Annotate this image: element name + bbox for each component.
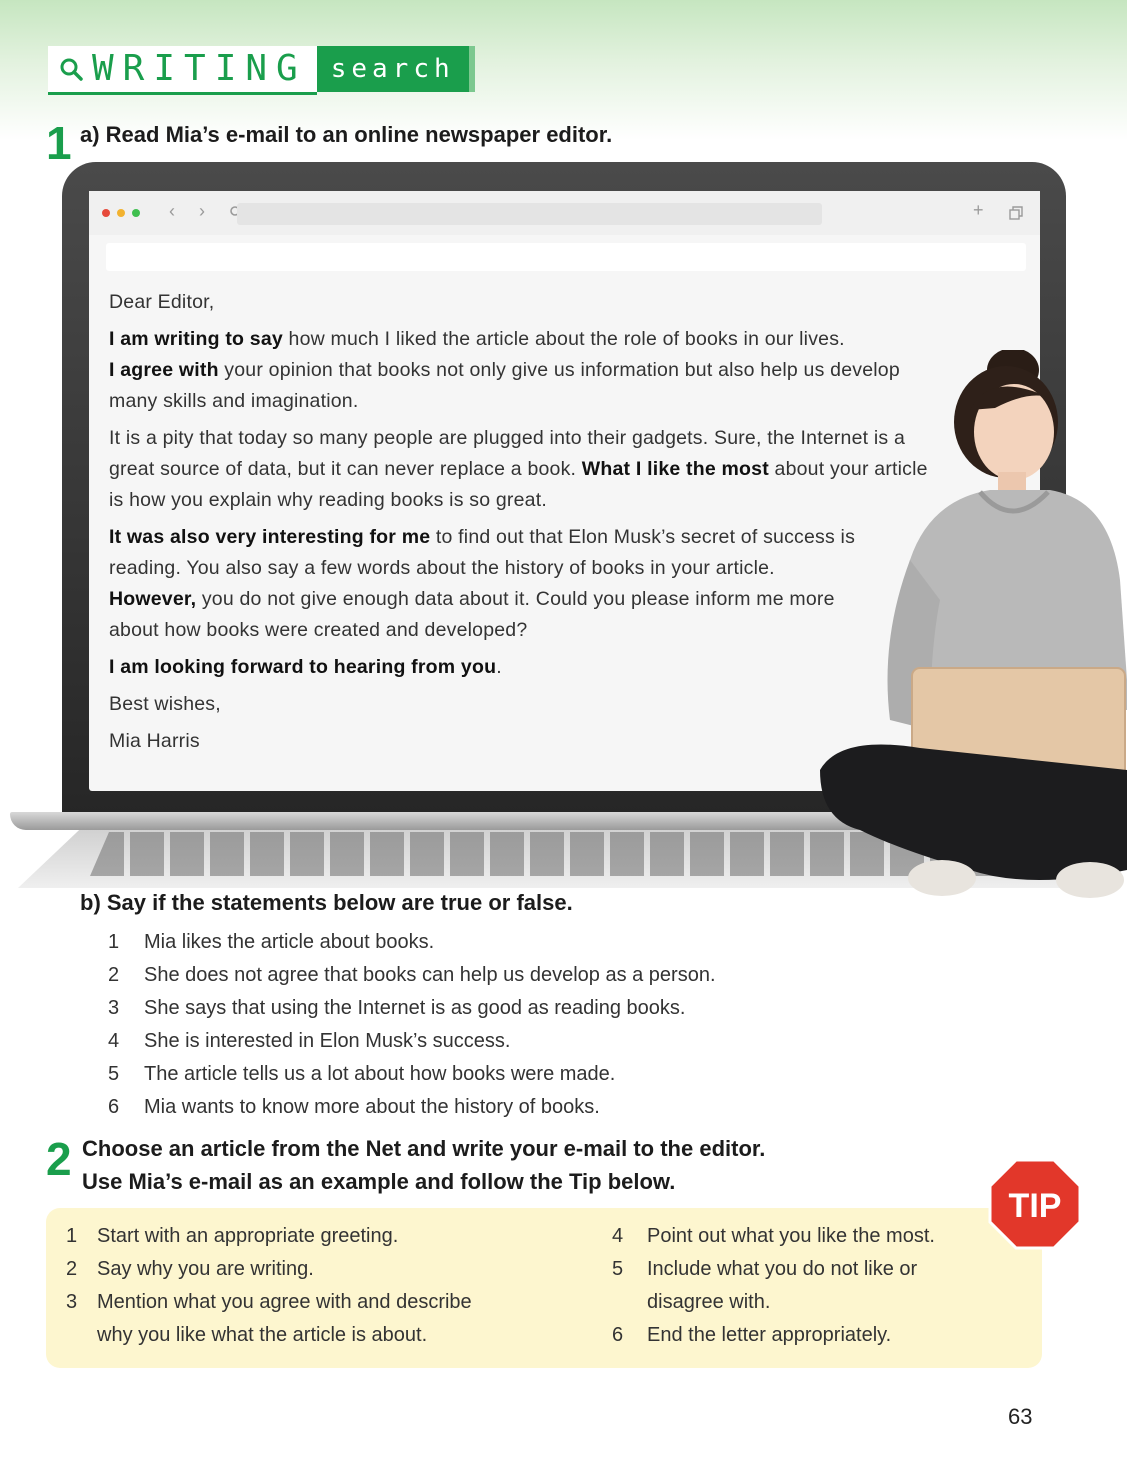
tip-item bbox=[66, 1286, 472, 1319]
exercise-number-2: 2 bbox=[46, 1133, 72, 1185]
item-number: 4 bbox=[612, 1225, 624, 1247]
list-item bbox=[108, 1091, 868, 1124]
minimize-dot-icon bbox=[117, 209, 125, 217]
section-title-box bbox=[48, 46, 317, 95]
forward-icon: › bbox=[199, 201, 205, 221]
page-number: 63 bbox=[1008, 1404, 1033, 1429]
item-text: Point out what you like the most. bbox=[647, 1225, 935, 1247]
text: It is a pity that today so many people are plugged into their gadgets. Sure, the Internet is a great source of data, but it can never replace a book. bbox=[109, 427, 906, 480]
item-number: 3 bbox=[108, 997, 120, 1019]
phrase: However, bbox=[109, 588, 197, 610]
item-text: why you like what the article is about. bbox=[97, 1324, 428, 1346]
item-number: 6 bbox=[612, 1324, 624, 1346]
item-number: 4 bbox=[108, 1030, 120, 1052]
item-number: 2 bbox=[66, 1258, 78, 1280]
item-text: Mia likes the article about books. bbox=[144, 931, 435, 953]
item-number bbox=[66, 1319, 97, 1352]
item-number bbox=[612, 1286, 647, 1319]
email-paragraph-3 bbox=[109, 522, 884, 646]
item-text: Say why you are writing. bbox=[97, 1258, 314, 1280]
item-number: 6 bbox=[108, 1096, 120, 1118]
item-text: The article tells us a lot about how books were made. bbox=[144, 1063, 616, 1085]
item-number: 3 bbox=[66, 1291, 78, 1313]
item-text: disagree with. bbox=[647, 1291, 771, 1313]
text: you do not give enough data about it. Could you please inform me more about how books were created and developed? bbox=[109, 588, 835, 641]
tip-item bbox=[66, 1253, 314, 1286]
email-body bbox=[109, 287, 929, 763]
list-item bbox=[108, 1025, 868, 1058]
email-closing-line bbox=[109, 652, 929, 683]
back-icon: ‹ bbox=[169, 201, 175, 221]
item-text: She is interested in Elon Musk’s success. bbox=[144, 1030, 511, 1052]
email-greeting: Dear Editor, bbox=[109, 291, 215, 313]
phrase: It was also very interesting for me bbox=[109, 526, 431, 548]
new-tab-icon: + bbox=[973, 200, 984, 220]
maximize-dot-icon bbox=[132, 209, 140, 217]
item-text: End the letter appropriately. bbox=[647, 1324, 892, 1346]
phrase: I am writing to say bbox=[109, 328, 283, 350]
item-text: Mention what you agree with and describe bbox=[97, 1291, 472, 1313]
tip-item bbox=[66, 1220, 398, 1253]
email-signoff: Best wishes, bbox=[109, 693, 221, 715]
tip-item bbox=[612, 1286, 770, 1319]
tip-item bbox=[66, 1319, 427, 1352]
item-number: 5 bbox=[612, 1258, 624, 1280]
tip-item bbox=[612, 1319, 891, 1352]
tip-item bbox=[612, 1253, 917, 1286]
item-number: 1 bbox=[108, 931, 120, 953]
item-number: 2 bbox=[108, 964, 120, 986]
exercise-1b-instruction: b) Say if the statements below are true or false. bbox=[80, 890, 573, 915]
exercise-2-instruction-line-1: Choose an article from the Net and write your e-mail to the editor. bbox=[82, 1136, 766, 1161]
text: . bbox=[496, 656, 502, 678]
browser-toolbar bbox=[89, 191, 1040, 235]
item-text: She does not agree that books can help us develop as a person. bbox=[144, 964, 716, 986]
tip-badge-label: TIP bbox=[1008, 1187, 1062, 1225]
phrase: I am looking forward to hearing from you bbox=[109, 656, 497, 678]
email-paragraph-2 bbox=[109, 423, 929, 516]
list-item bbox=[108, 1058, 868, 1091]
exercise-2-instruction-line-2: Use Mia’s e-mail as an example and follow the Tip below. bbox=[82, 1169, 676, 1194]
search-icon bbox=[58, 56, 84, 82]
phrase: I agree with bbox=[109, 359, 219, 381]
item-text: Start with an appropriate greeting. bbox=[97, 1225, 399, 1247]
address-row bbox=[106, 243, 1026, 271]
text: about your article is how you explain why reading books is so great. bbox=[109, 458, 928, 511]
item-text: Include what you do not like or bbox=[647, 1258, 918, 1280]
item-number: 1 bbox=[66, 1225, 78, 1247]
section-title: WRITING bbox=[92, 48, 307, 89]
email-signature: Mia Harris bbox=[109, 730, 200, 752]
exercise-1a-instruction: a) Read Mia’s e-mail to an online newspaper editor. bbox=[80, 122, 613, 147]
item-number: 5 bbox=[108, 1063, 120, 1085]
list-item bbox=[108, 959, 868, 992]
url-bar bbox=[237, 203, 822, 225]
close-dot-icon bbox=[102, 209, 110, 217]
girl-with-laptop-illustration bbox=[820, 350, 1127, 910]
tip-item bbox=[612, 1220, 935, 1253]
tip-badge bbox=[986, 1156, 1084, 1252]
list-item bbox=[108, 992, 868, 1025]
section-tag: search bbox=[317, 46, 475, 92]
text: to find out that Elon Musk’s secret of success is reading. You also say a few words about the history of books in your article. bbox=[109, 526, 856, 579]
email-paragraph-1 bbox=[109, 324, 929, 417]
list-item bbox=[108, 926, 868, 959]
text: how much I liked the article about the role of books in our lives. bbox=[282, 328, 845, 350]
text: your opinion that books not only give us information but also help us develop many skills and imagination. bbox=[109, 359, 900, 412]
phrase: What I like the most bbox=[581, 458, 769, 480]
true-false-statements bbox=[108, 926, 868, 1124]
item-text: Mia wants to know more about the history of books. bbox=[144, 1096, 600, 1118]
section-header bbox=[48, 46, 475, 94]
exercise-number-1: 1 bbox=[46, 117, 72, 169]
item-text: She says that using the Internet is as good as reading books. bbox=[144, 997, 686, 1019]
tabs-icon bbox=[1009, 206, 1024, 221]
